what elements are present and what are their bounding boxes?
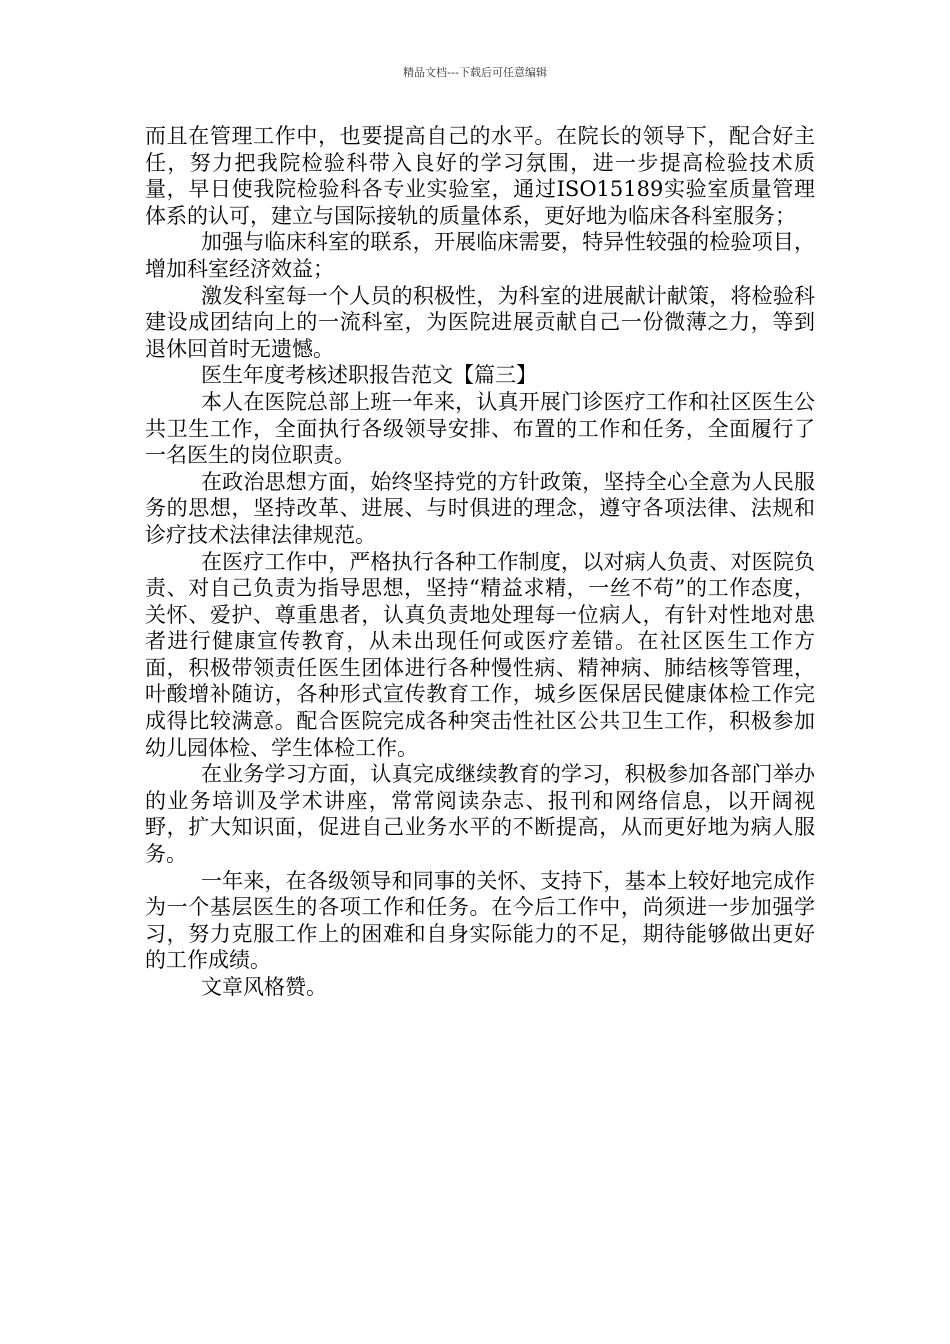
paragraph: 在业务学习方面，认真完成继续教育的学习，积极参加各部门举办的业务培训及学术讲座，常常阅读杂志、报刊和网络信息，以开阔视野，扩大知识面，促进自己业务水平的不断提高，从而更好地为病人服务。	[145, 762, 815, 867]
document-body	[145, 123, 815, 1001]
paragraph: 在政治思想方面，始终坚持党的方针政策，坚持全心全意为人民服务的思想，坚持改革、进展、与时俱进的理念，遵守各项法律、法规和诊疗技术法律法律规范。	[145, 469, 815, 547]
page-header: 精品文档---下载后可任意编辑	[403, 66, 547, 79]
paragraph: 激发科室每一个人员的积极性，为科室的进展献计献策，将检验科建设成团结向上的一流科室，为医院进展贡献自己一份微薄之力，等到退休回首时无遗憾。	[145, 283, 815, 361]
paragraph: 在医疗工作中，严格执行各种工作制度，以对病人负责、对医院负责、对自己负责为指导思想，坚持“精益求精，一丝不苟”的工作态度，关怀、爱护、尊重患者，认真负责地处理每一位病人，有针对性地对患者进行健康宣传教育，从未出现任何或医疗差错。在社区医生工作方面，积极带领责任医生团体进行各种慢性病、精神病、肺结核等管理，叶酸增补随访，各种形式宣传教育工作，城乡医保居民健康体检工作完成得比较满意。配合医院完成各种突击性社区公共卫生工作，积极参加幼儿园体检、学生体检工作。	[145, 549, 815, 760]
section-heading: 医生年度考核述职报告范文【篇三】	[201, 363, 537, 388]
paragraph: 加强与临床科室的联系，开展临床需要，特异性较强的检验项目，增加科室经济效益；	[145, 230, 815, 281]
closing-line: 文章风格赞。	[201, 975, 327, 999]
paragraph: 一年来，在各级领导和同事的关怀、支持下，基本上较好地完成作为一个基层医生的各项工作和任务。在今后工作中，尚须进一步加强学习，努力克服工作上的困难和自身实际能力的不足，期待能够做出更好的工作成绩。	[145, 868, 815, 973]
paragraph: 本人在医院总部上班一年来，认真开展门诊医疗工作和社区医生公共卫生工作，全面执行各级领导安排、布置的工作和任务，全面履行了一名医生的岗位职责。	[145, 389, 815, 468]
paragraph-continuation: 而且在管理工作中，也要提高自己的水平。在院长的领导下，配合好主任，努力把我院检验科带入良好的学习氛围，进一步提高检验技术质量，早日使我院检验科各专业实验室，通过ISO15189实验室质量管理体系的认可，建立与国际接轨的质量体系，更好地为临床各科室服务；	[145, 124, 815, 228]
